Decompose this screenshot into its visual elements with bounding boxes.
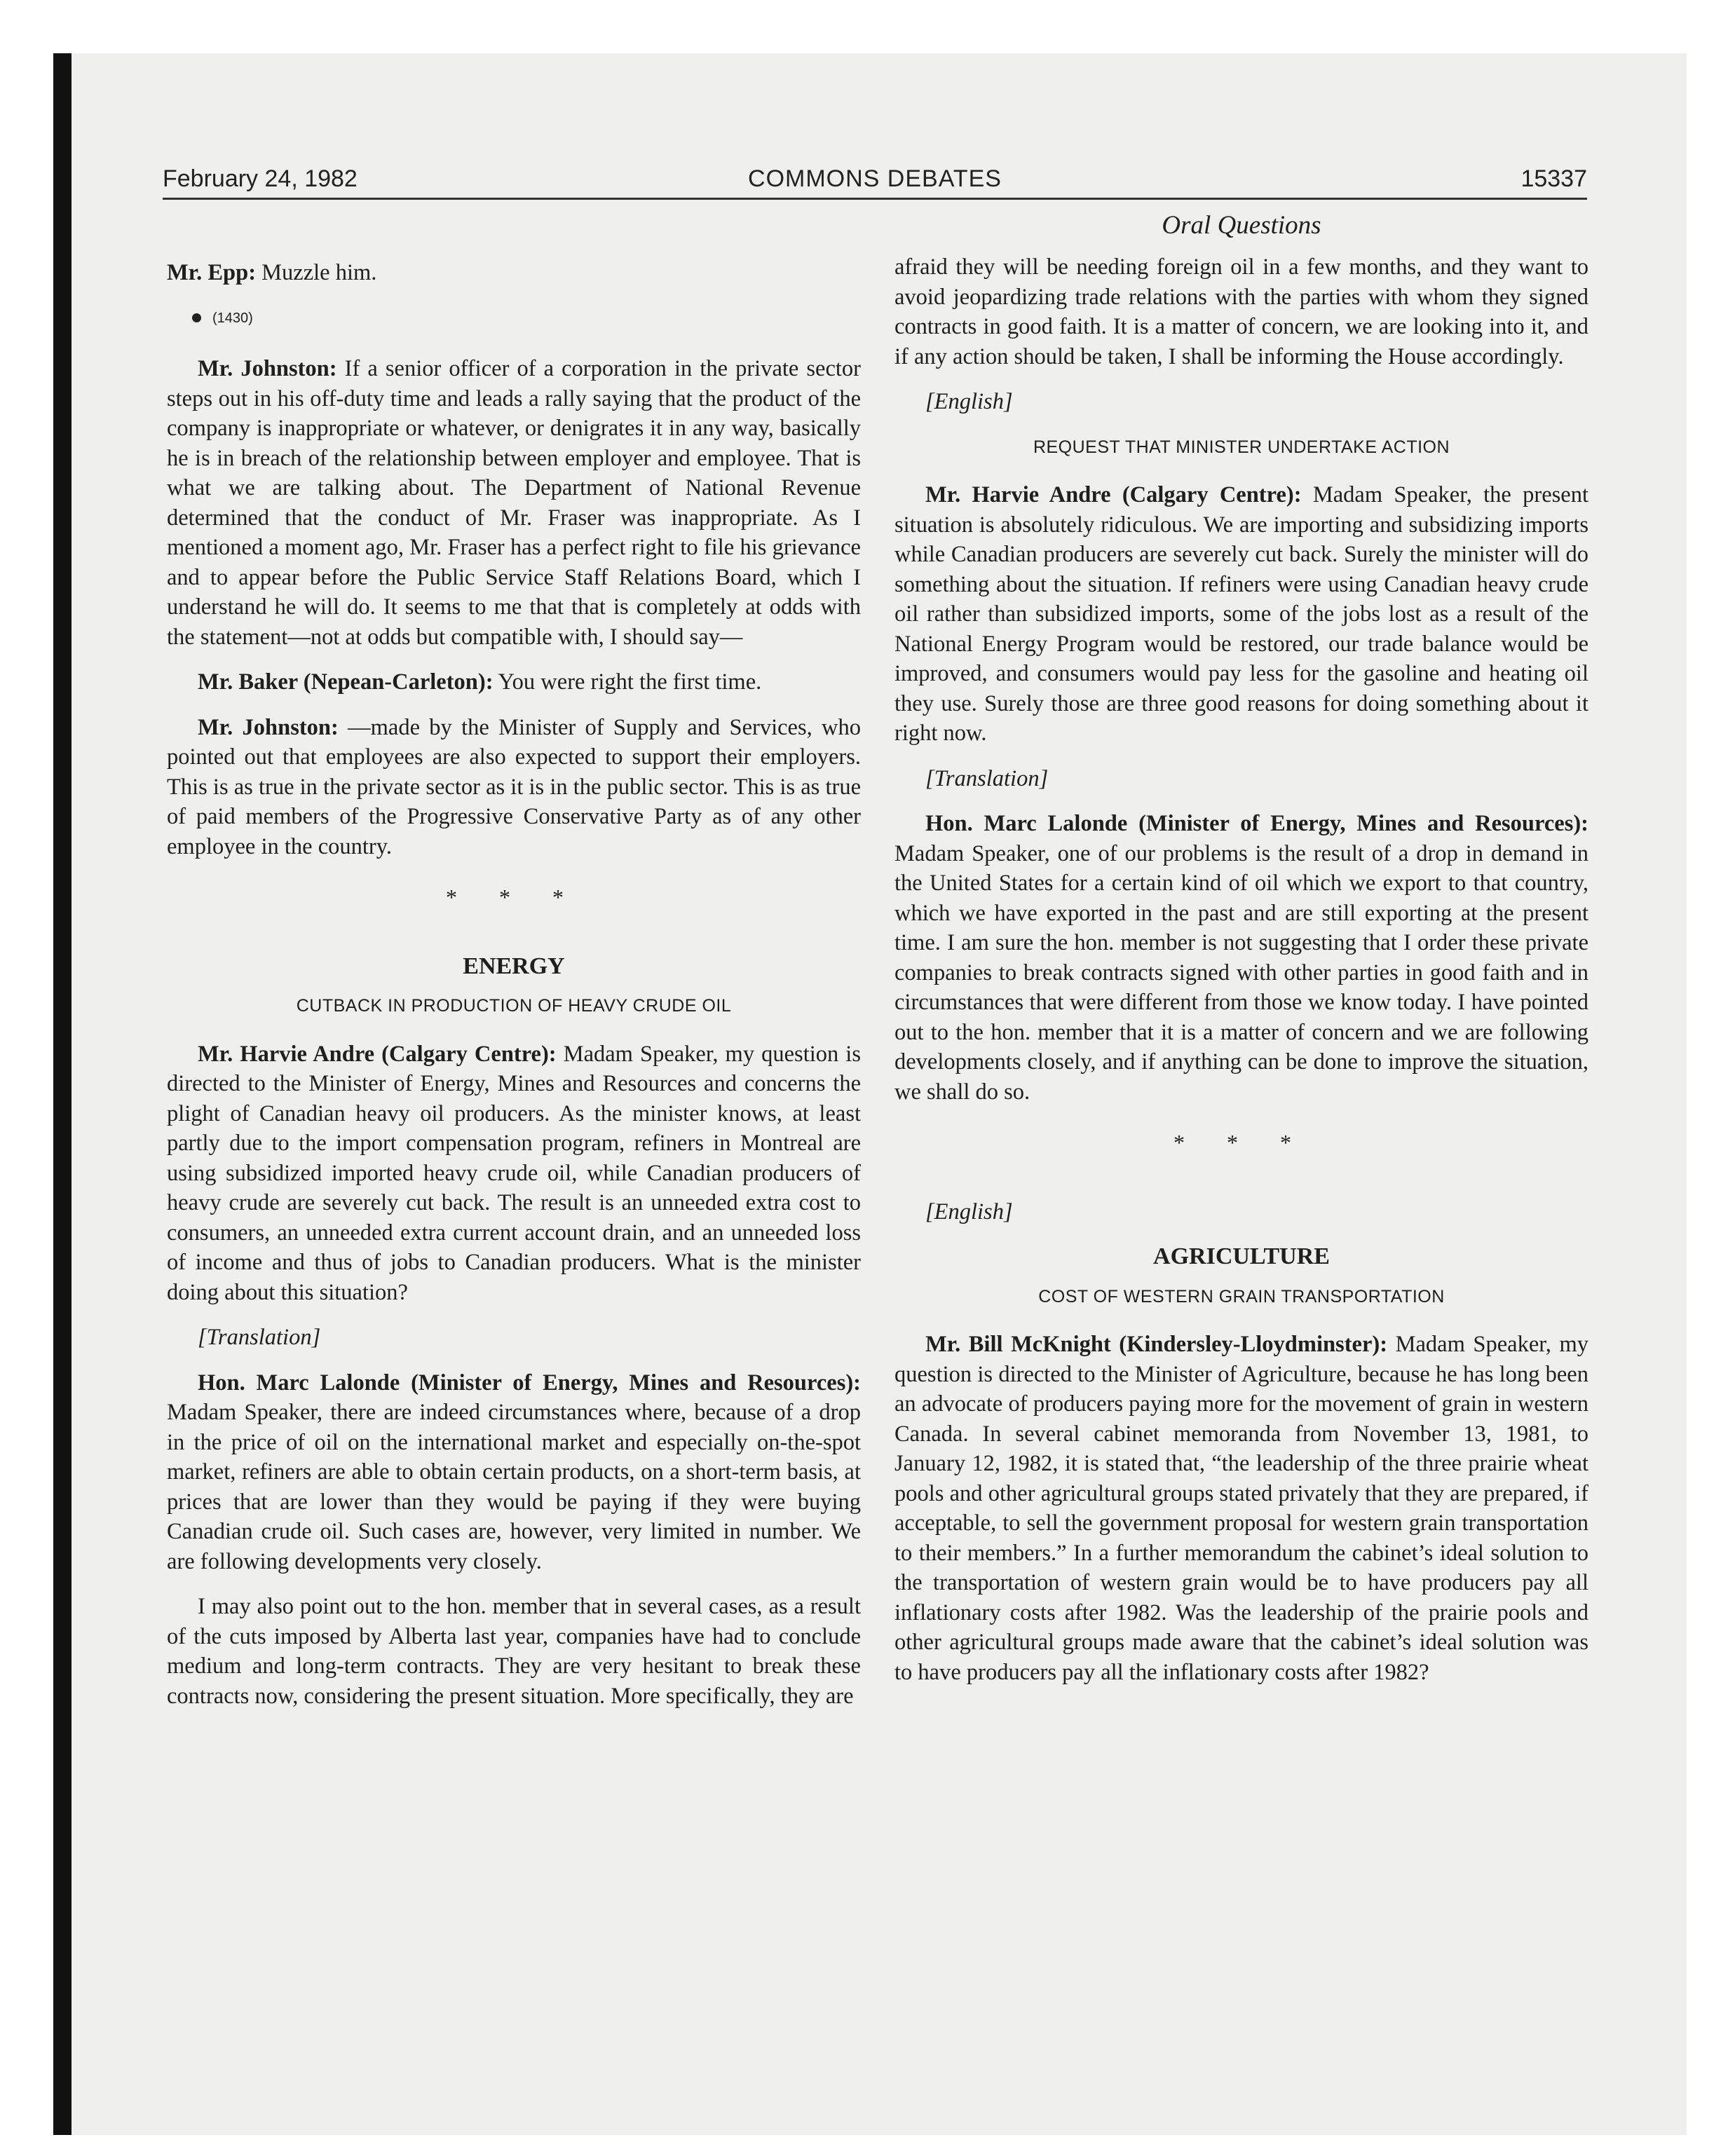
johnston-remark-1 xyxy=(167,354,861,652)
lalonde-answer-1-cont: I may also point out to the hon. member that in several cases, as a result of the cuts imposed by Alberta last year, companies have had to conclude medium and long-term contracts. They are very hesitant to break these contracts now, considering the present situation. More specifically, they are xyxy=(167,1594,861,1709)
subtitle-request-action: REQUEST THAT MINISTER UNDERTAKE ACTION xyxy=(1033,437,1450,457)
translation-label: [Translation] xyxy=(198,1325,321,1350)
lalonde-answer-1 xyxy=(167,1368,861,1577)
epp-text: Muzzle him. xyxy=(256,260,377,285)
baker-remark xyxy=(167,667,861,697)
continuation-paragraph: afraid they will be needing foreign oil in a few months, and they want to avoid jeopardizing trade relations with the parties with whom they signed contracts in good faith. It is a matter of concern, we are looking into it, and if any action should be taken, I shall be informing the House accordingly. xyxy=(894,254,1588,369)
section-title-energy: ENERGY xyxy=(463,953,565,979)
epp-remark xyxy=(167,258,861,288)
subtitle-grain-transport: COST OF WESTERN GRAIN TRANSPORTATION xyxy=(1038,1286,1445,1306)
andre-text-2: Madam Speaker, the present situation is absolutely ridiculous. We are importing and subsidizing imports while Canadian producers are severely cut back. Surely the minister will do something about the situation. If refiners were using Canadian heavy crude oil rather than subsidized imports, some of the jobs lost as a result of the National Energy Program would be restored, our trade balance would be improved, and consumers would pay less for the gasoline and heating oil they use. Surely those are three good reasons for doing something about it right now. xyxy=(894,482,1588,746)
speaker-epp: Mr. Epp: xyxy=(167,260,257,285)
johnston-remark-2 xyxy=(167,713,861,862)
speaker-andre: Mr. Harvie Andre (Calgary Centre): xyxy=(198,1041,557,1067)
page-header xyxy=(163,163,1587,200)
left-column xyxy=(167,258,861,1726)
section-separator: * * * xyxy=(446,885,582,910)
time-marker-text: (1430) xyxy=(212,310,253,326)
translation-label-2: [Translation] xyxy=(925,765,1049,791)
speaker-mcknight: Mr. Bill McKnight (Kindersley-Lloydminster): xyxy=(925,1332,1388,1357)
section-running-title: Oral Questions xyxy=(1162,211,1321,240)
mcknight-question xyxy=(894,1330,1588,1687)
right-column xyxy=(894,252,1588,1703)
english-label-2: [English] xyxy=(925,1199,1013,1224)
andre-text-1: Madam Speaker, my question is directed to the Minister of Energy, Mines and Resources and concerns the plight of Canadian heavy oil producers. As the minister knows, at least partly due to the import compensation program, refiners in Montreal are using subsidized imported heavy crude oil, while Canadian producers of heavy crude are severely cut back. The result is an unneeded extra cost to consumers, an unneeded extra current account drain, and an unneeded loss of income and thus of jobs to Canadian producers. What is the minister doing about this situation? xyxy=(167,1041,861,1305)
header-date: February 24, 1982 xyxy=(163,165,358,192)
bullet-icon xyxy=(192,313,201,322)
speaker-lalonde-2: Hon. Marc Lalonde (Minister of Energy, Mines and Resources): xyxy=(925,811,1588,836)
subtitle-heavy-crude: CUTBACK IN PRODUCTION OF HEAVY CRUDE OIL xyxy=(296,996,732,1016)
andre-question-1 xyxy=(167,1039,861,1308)
lalonde-text-1: Madam Speaker, there are indeed circumstances where, because of a drop in the price of oil on the international market and especially on-the-spot market, refiners are able to obtain certain products, on a short-term basis, at prices that are lower than they would be paying if they were buying Canadian crude oil. Such cases are, however, very limited in number. We are following developments very closely. xyxy=(167,1400,861,1574)
lalonde-text-2: Madam Speaker, one of our problems is the result of a drop in demand in the United States for a certain kind of oil which we export to that country, which we have exported in the past and are still exporting at the present time. I am sure the hon. member is not suggesting that I order these private companies to break contracts signed with other parties in good faith and in circumstances that were different from those we know today. I have pointed out to the hon. member that it is a matter of concern and we are following developments closely, and if anything can be done to improve the situation, we shall do so. xyxy=(894,840,1588,1105)
andre-question-2 xyxy=(894,480,1588,749)
baker-text: You were right the first time. xyxy=(493,669,762,695)
lalonde-answer-2 xyxy=(894,809,1588,1107)
mcknight-text: Madam Speaker, my question is directed to the Minister of Agriculture, because he has long been an advocate of producers paying more for the movement of grain in western Canada. In several cabinet memoranda from November 13, 1981, to January 12, 1982, it is stated that, “the leadership of the three prairie wheat pools and other agricultural groups stated privately that they are prepared, if acceptable, to sell the government proposal for western grain transportation to their members.” In a further memorandum the cabinet’s ideal solution to the transportation of western grain would be to have producers pay all inflationary costs after 1982. Was the leadership of the prairie pools and other agricultural groups made aware that the cabinet’s ideal solution was to have producers pay all the inflationary costs after 1982? xyxy=(894,1332,1588,1685)
section-title-agriculture: AGRICULTURE xyxy=(1153,1243,1330,1269)
speaker-lalonde: Hon. Marc Lalonde (Minister of Energy, Mines and Resources): xyxy=(198,1370,861,1396)
johnston-text-1: If a senior officer of a corporation in the private sector steps out in his off-duty time and leads a rally saying that the product of the company is inappropriate or whatever, or denigrates it in any way, basically he is in breach of the relationship between employer and employee. That is what we are talking about. The Department of National Revenue determined that the conduct of Mr. Fraser was inappropriate. As I mentioned a moment ago, Mr. Fraser has a perfect right to file his grievance and to appear before the Public Service Staff Relations Board, which I understand he will do. It seems to me that that is completely at odds with the statement—not at odds but compatible with, I should say— xyxy=(167,356,862,650)
header-publication: COMMONS DEBATES xyxy=(748,165,1002,192)
english-label-1: [English] xyxy=(925,389,1013,414)
johnston-text-2: —made by the Minister of Supply and Services, who pointed out that employees are also expected to support their employers. This is as true in the private sector as it is in the public sector. This is as true of paid members of the Progressive Conservative Party as of any other employee in the country. xyxy=(167,714,861,859)
binding-edge xyxy=(53,53,72,2135)
time-marker xyxy=(192,303,861,334)
speaker-andre-2: Mr. Harvie Andre (Calgary Centre): xyxy=(925,482,1302,507)
header-page-number: 15337 xyxy=(1520,165,1587,192)
speaker-johnston: Mr. Johnston: xyxy=(198,356,337,381)
speaker-baker: Mr. Baker (Nepean-Carleton): xyxy=(198,669,494,695)
speaker-johnston-2: Mr. Johnston: xyxy=(198,714,339,740)
section-separator-2: * * * xyxy=(1173,1130,1309,1155)
